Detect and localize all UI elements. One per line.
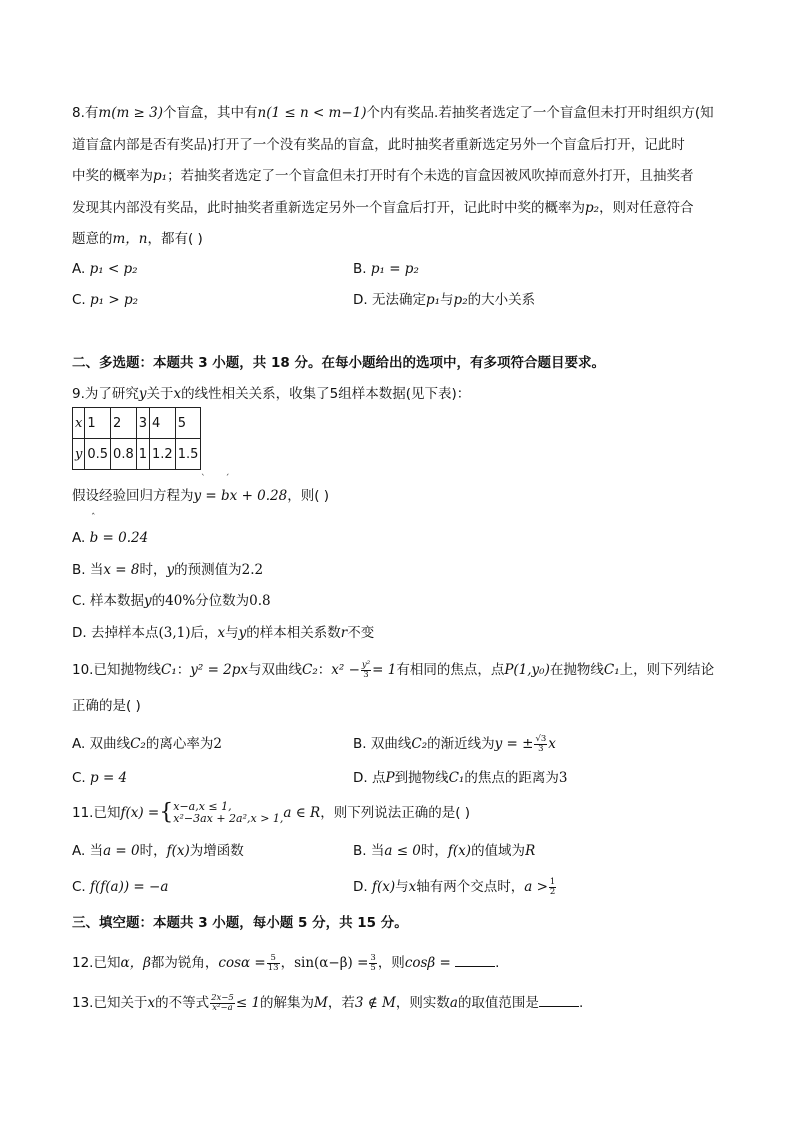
q10-option-a[interactable]: A. 双曲线C₂的离心率为2 [72,736,222,752]
section-2-heading: 二、多选题：本题共 3 小题，共 18 分。在每小题给出的选项中，有多项符合题目要求。 [72,355,605,371]
q11-option-d[interactable]: D. f(x)与x轴有两个交点时，a > $\frac{1}{2}$ [353,876,556,897]
half-fraction: $\frac{1}{2}$ [549,876,556,897]
table-cell: 0.8 [111,439,137,470]
sample-data-table [72,407,201,470]
q10-option-c[interactable]: C. p = 4 [72,770,128,786]
inequality-fraction: $\frac{2x-5}{\text{x²−a}}$ [211,992,234,1013]
hat-mark: ˆ [91,513,96,523]
table-cell: 1 [136,439,149,470]
q9-option-a[interactable]: A. b = 0.24 [72,530,149,546]
table-cell: 0.5 [85,439,111,470]
q10-line-2: 正确的是( ) [72,698,141,714]
table-cell: 3 [136,408,149,439]
q9-option-d[interactable]: D. 去掉样本点(3,1)后，x与y的样本相关系数r不变 [72,625,375,641]
piecewise-brace: { [159,800,174,825]
q8-line-2: 道盲盒内部是否有奖品)打开了一个没有奖品的盲盒，此时抽奖者重新选定另外一个盲盒后打开，记此时 [72,137,685,153]
sample-data-table-body [73,408,201,470]
answer-blank[interactable] [455,954,495,967]
table-row [73,439,201,470]
answer-blank[interactable] [539,994,579,1007]
q8-line-3: 中奖的概率为p₁；若抽奖者选定了一个盲盒但未打开时有个未选的盲盒因被风吹掉而意外打开，且抽奖者 [72,168,694,184]
q12-line: 12.已知α，β都为锐角，cosα = $\frac{5}{13}$ ，sin(α−β) = $\frac{3}{5}$ ，则cosβ = . [72,952,500,973]
q8-option-c[interactable]: C. p₁ > p₂ [72,292,139,308]
q8-line-5: 题意的m，n，都有( ) [72,231,203,247]
table-row [73,408,201,439]
accent-mark: ˋ [201,474,206,484]
q8-option-a[interactable]: A. p₁ < p₂ [72,261,138,277]
q9-line-2: 假设经验回归方程为y = bx + 0.28，则( ) [72,488,330,504]
q8-line-4: 发现其内部没有奖品，此时抽奖者重新选定另外一个盲盒后打开，记此时中奖的概率为p₂，则对任意符合 [72,200,694,216]
q8-line-1: 8.有m(m ≥ 3)个盲盒，其中有n(1 ≤ n < m−1)个内有奖品.若抽奖者选定了一个盲盒但未打开时组织方(知 [72,105,714,121]
fraction-3-5: $\frac{3}{5}$ [370,952,376,973]
accent-mark: ˊ [225,474,230,484]
q8-option-d[interactable]: D. 无法确定p₁与p₂的大小关系 [353,292,536,308]
table-cell: 1 [85,408,111,439]
q9-line-1: 9.为了研究y关于x的线性相关关系，收集了5组样本数据(见下表)： [72,386,471,402]
fraction-5-13: $\frac{5}{13}$ [267,952,279,973]
section-3-heading: 三、填空题：本题共 3 小题，每小题 5 分，共 15 分。 [72,915,408,931]
q8-option-b[interactable]: B. p₁ = p₂ [353,261,419,277]
table-row-header: y [73,439,85,470]
q11-option-b[interactable]: B. 当a ≤ 0时，f(x)的值域为R [353,843,536,859]
table-cell: 1.5 [175,439,201,470]
table-cell: 5 [175,408,201,439]
piecewise-cases: x−a,x ≤ 1, x²−3ax + 2a²,x > 1, [173,800,284,825]
q11-option-a[interactable]: A. 当a = 0时，f(x)为增函数 [72,843,244,859]
table-cell: 4 [150,408,176,439]
q11-line-1: 11.已知f(x) ={ x−a,x ≤ 1, x²−3ax + 2a²,x > 1, a ∈ R，则下列说法正确的是( ) [72,800,471,825]
table-cell: 2 [111,408,137,439]
q10-line-1: 10.已知抛物线C₁：y² = 2px与双曲线C₂：x² − $\frac{\text{y²}}{3}$ = 1有相同的焦点，点P(1,y₀)在抛物线C₁上，则下列结论 [72,659,715,680]
table-row-header: x [73,408,85,439]
q9-option-c[interactable]: C. 样本数据y的40%分位数为0.8 [72,593,271,609]
q10-option-b[interactable]: B. 双曲线C₂的渐近线为y = ± $\frac{√3}{3}$ x [353,733,556,754]
q13-line: 13.已知关于x的不等式 $\frac{2x-5}{\text{x²−a}}$ ≤ 1的解集为M，若3 ∉ M，则实数a的取值范围是 . [72,992,584,1013]
q9-option-b[interactable]: B. 当x = 8时，y的预测值为2.2 [72,562,264,578]
q10-option-d[interactable]: D. 点P到抛物线C₁的焦点的距离为3 [353,770,568,786]
q11-option-c[interactable]: C. f(f(a)) = −a [72,879,169,895]
hyperbola-fraction: $\frac{\text{y²}}{3}$ [361,659,371,680]
table-cell: 1.2 [150,439,176,470]
asymptote-fraction: $\frac{√3}{3}$ [535,733,547,754]
